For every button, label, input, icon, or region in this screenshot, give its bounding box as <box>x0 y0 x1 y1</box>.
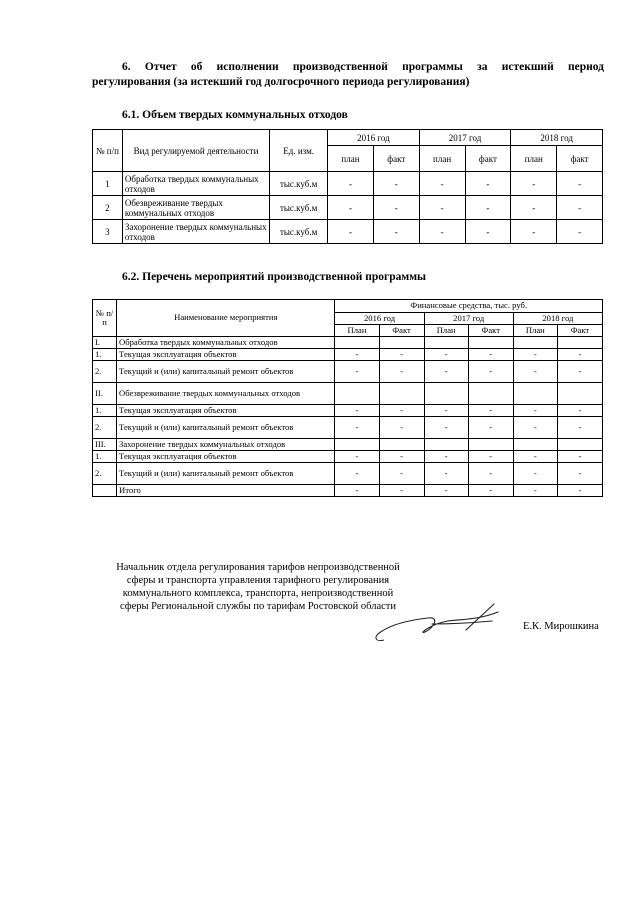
row-activity: Захоронение твердых коммунальных отходов <box>122 220 269 244</box>
row-value: - <box>557 349 602 361</box>
row-value: - <box>328 172 374 196</box>
signatory-name: Е.К. Мирошкина <box>523 621 599 632</box>
row-value <box>468 439 513 451</box>
row-value: - <box>468 417 513 439</box>
row-value: - <box>419 172 465 196</box>
row-value: - <box>373 172 419 196</box>
row-num: 3 <box>93 220 123 244</box>
row-value: - <box>468 451 513 463</box>
t2-header-finance: Финансовые средства, тыс. руб. <box>335 300 603 313</box>
row-num: 1. <box>93 405 117 417</box>
row-value <box>424 439 468 451</box>
row-activity: Текущая эксплуатация объектов <box>117 451 335 463</box>
row-num: 2 <box>93 196 123 220</box>
row-num <box>93 485 117 497</box>
row-value <box>557 337 602 349</box>
row-value: - <box>511 220 557 244</box>
row-activity: Обезвреживание твердых коммунальных отходов <box>117 383 335 405</box>
row-num: 1 <box>93 172 123 196</box>
row-value <box>335 383 379 405</box>
row-num: 2. <box>93 417 117 439</box>
t1-header-year: 2017 год <box>419 130 511 146</box>
row-value: - <box>373 220 419 244</box>
row-value: - <box>373 196 419 220</box>
t1-header-fact: факт <box>373 146 419 172</box>
row-num: I. <box>93 337 117 349</box>
report-heading-line1: 6. Отчет об исполнении производственной программы за истекший период <box>122 61 604 73</box>
row-unit: тыс.куб.м <box>270 196 328 220</box>
t1-header-num: № п/п <box>93 130 123 172</box>
row-value: - <box>468 463 513 485</box>
row-unit: тыс.куб.м <box>270 172 328 196</box>
row-value: - <box>513 361 557 383</box>
t2-header-fact: Факт <box>379 325 424 337</box>
table-row <box>93 383 603 405</box>
row-value: - <box>513 417 557 439</box>
row-value: - <box>379 463 424 485</box>
row-value <box>379 383 424 405</box>
report-heading-line2: регулирования (за истекший год долгосрочного периода регулирования) <box>92 76 470 88</box>
row-value: - <box>424 405 468 417</box>
row-activity: Итого <box>117 485 335 497</box>
row-value: - <box>557 196 603 220</box>
row-activity: Текущая эксплуатация объектов <box>117 349 335 361</box>
program-activities-table <box>92 299 603 497</box>
row-value <box>424 383 468 405</box>
row-value: - <box>468 405 513 417</box>
row-value: - <box>468 361 513 383</box>
row-value: - <box>335 349 379 361</box>
t1-header-plan: план <box>511 146 557 172</box>
t1-header-plan: план <box>328 146 374 172</box>
t1-header-unit: Ед. изм. <box>270 130 328 172</box>
row-value: - <box>328 196 374 220</box>
row-value: - <box>424 349 468 361</box>
row-value: - <box>424 463 468 485</box>
row-value: - <box>424 485 468 497</box>
row-value: - <box>424 451 468 463</box>
row-value <box>335 439 379 451</box>
table-row <box>93 220 603 244</box>
t1-header-year: 2018 год <box>511 130 603 146</box>
t1-header-activity: Вид регулируемой деятельности <box>122 130 269 172</box>
table-row <box>93 361 603 383</box>
table-row <box>93 337 603 349</box>
t2-header-plan: План <box>513 325 557 337</box>
table-row <box>93 417 603 439</box>
waste-volume-table <box>92 129 603 244</box>
table-row <box>93 451 603 463</box>
t2-header-fact: Факт <box>557 325 602 337</box>
row-value: - <box>557 417 602 439</box>
row-num: II. <box>93 383 117 405</box>
row-value <box>513 383 557 405</box>
t1-header-fact: факт <box>465 146 511 172</box>
row-value: - <box>465 196 511 220</box>
row-activity: Захоронение твердых коммунальных отходов <box>117 439 335 451</box>
row-value: - <box>379 405 424 417</box>
row-value: - <box>335 417 379 439</box>
row-value: - <box>557 463 602 485</box>
t1-header-year: 2016 год <box>328 130 420 146</box>
row-activity: Текущая эксплуатация объектов <box>117 405 335 417</box>
row-value <box>424 337 468 349</box>
row-value: - <box>557 361 602 383</box>
row-value: - <box>513 349 557 361</box>
row-value: - <box>424 361 468 383</box>
row-value <box>513 337 557 349</box>
row-value <box>379 439 424 451</box>
row-value <box>468 337 513 349</box>
row-value: - <box>465 220 511 244</box>
table-row <box>93 463 603 485</box>
row-value <box>379 337 424 349</box>
t2-header-name: Наименование мероприятия <box>117 300 335 337</box>
row-value: - <box>513 451 557 463</box>
t1-header-plan: план <box>419 146 465 172</box>
signatory-position: Начальник отдела регулирования тарифов непроизводственной сферы и транспорта управления тарифного регулирования коммунального комплекса, транспорта, непроизводственной сферы Региональной службы по тарифам Ростовской области <box>116 562 400 612</box>
t2-header-year: 2017 год <box>424 313 513 325</box>
row-value: - <box>511 196 557 220</box>
row-value: - <box>557 485 602 497</box>
row-num: 2. <box>93 361 117 383</box>
row-value: - <box>379 349 424 361</box>
row-value: - <box>379 451 424 463</box>
row-value: - <box>419 196 465 220</box>
report-heading <box>92 60 604 90</box>
t2-header-plan: План <box>424 325 468 337</box>
row-value <box>335 337 379 349</box>
section1-title: 6.1. Объем твердых коммунальных отходов <box>122 109 348 121</box>
row-value: - <box>335 405 379 417</box>
table-row <box>93 405 603 417</box>
table-row <box>93 349 603 361</box>
row-value: - <box>379 417 424 439</box>
row-value: - <box>468 485 513 497</box>
handwritten-signature <box>370 594 520 646</box>
row-value: - <box>335 463 379 485</box>
t2-header-plan: План <box>335 325 379 337</box>
row-num: III. <box>93 439 117 451</box>
row-value: - <box>328 220 374 244</box>
row-value: - <box>513 463 557 485</box>
row-value <box>513 439 557 451</box>
row-value: - <box>513 485 557 497</box>
row-activity: Обработка твердых коммунальных отходов <box>122 172 269 196</box>
row-unit: тыс.куб.м <box>270 220 328 244</box>
t2-header-year: 2016 год <box>335 313 424 325</box>
t2-header-year: 2018 год <box>513 313 602 325</box>
row-value: - <box>557 405 602 417</box>
row-activity: Обработка твердых коммунальных отходов <box>117 337 335 349</box>
row-activity: Текущий и (или) капитальный ремонт объектов <box>117 361 335 383</box>
row-activity: Текущий и (или) капитальный ремонт объектов <box>117 417 335 439</box>
row-value: - <box>335 485 379 497</box>
row-value <box>557 439 602 451</box>
row-value: - <box>513 405 557 417</box>
row-value: - <box>557 220 603 244</box>
row-value: - <box>511 172 557 196</box>
row-value: - <box>424 417 468 439</box>
row-num: 2. <box>93 463 117 485</box>
row-value <box>468 383 513 405</box>
table-row <box>93 196 603 220</box>
row-value: - <box>335 361 379 383</box>
section2-title: 6.2. Перечень мероприятий производственной программы <box>122 271 427 283</box>
row-value <box>557 383 602 405</box>
table-row <box>93 485 603 497</box>
row-value: - <box>557 172 603 196</box>
row-value: - <box>379 485 424 497</box>
table-row <box>93 172 603 196</box>
table-row <box>93 439 603 451</box>
row-value: - <box>557 451 602 463</box>
row-value: - <box>465 172 511 196</box>
row-activity: Текущий и (или) капитальный ремонт объектов <box>117 463 335 485</box>
row-num: 1. <box>93 349 117 361</box>
row-num: 1. <box>93 451 117 463</box>
t2-header-fact: Факт <box>468 325 513 337</box>
row-value: - <box>419 220 465 244</box>
t2-header-num: № п/п <box>93 300 117 337</box>
row-value: - <box>468 349 513 361</box>
row-value: - <box>379 361 424 383</box>
t1-header-fact: факт <box>557 146 603 172</box>
row-activity: Обезвреживание твердых коммунальных отходов <box>122 196 269 220</box>
row-value: - <box>335 451 379 463</box>
